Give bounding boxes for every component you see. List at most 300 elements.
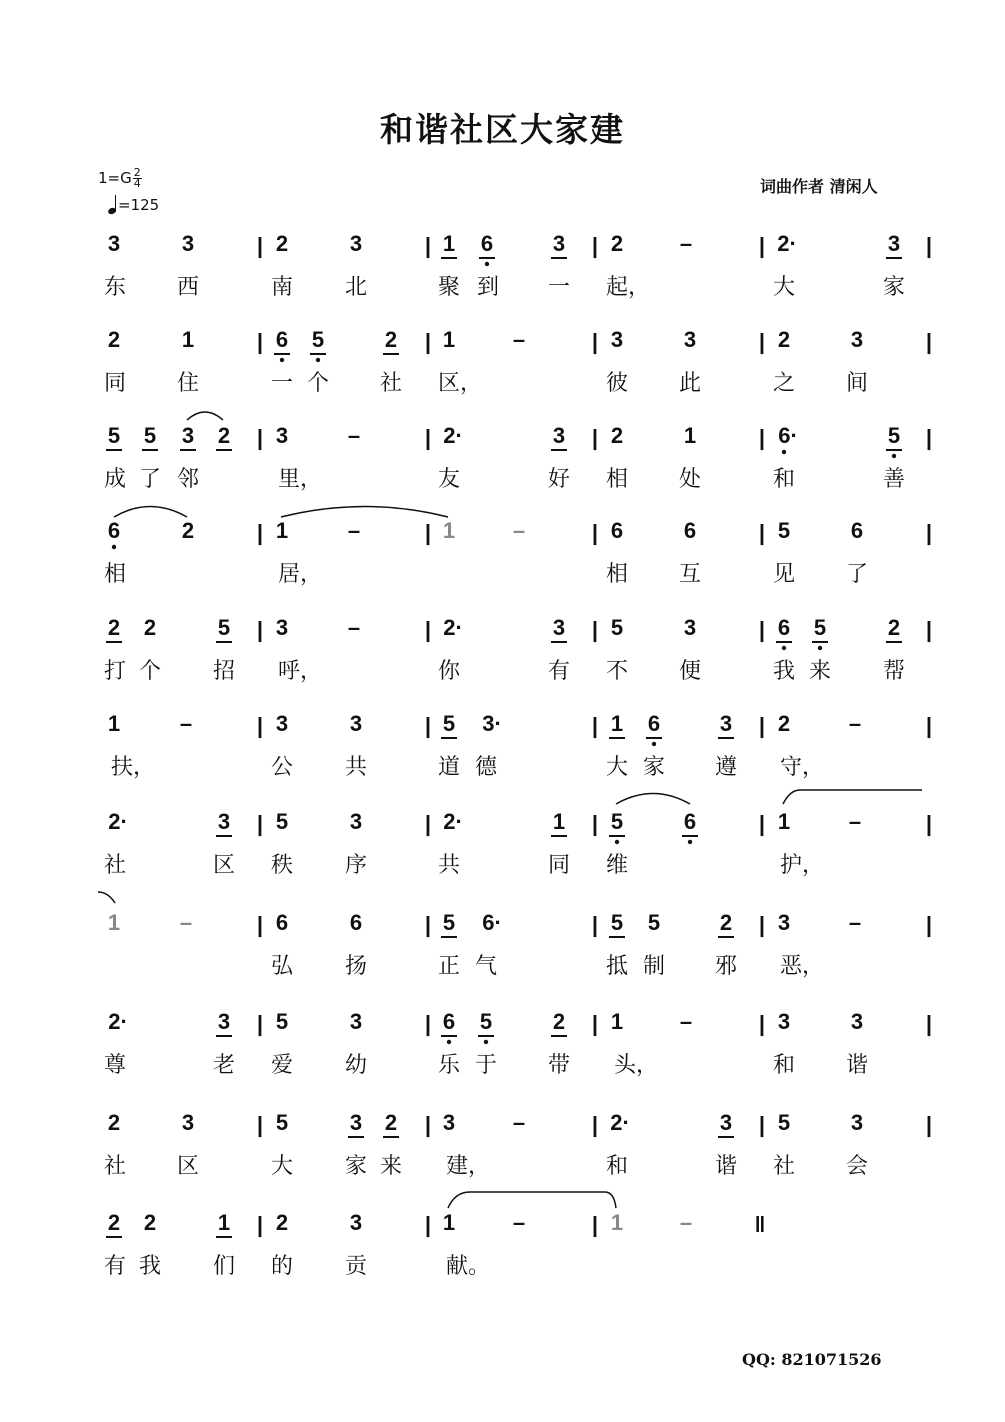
lyric: 尊 (103, 1053, 127, 1078)
time-beats: 2 (133, 166, 141, 179)
note: 6 (275, 326, 289, 352)
note: 3· (482, 710, 502, 736)
barline: | (758, 912, 766, 937)
note: 3 (552, 422, 566, 448)
lyric: 打 (103, 659, 127, 684)
note: 2 (719, 909, 733, 935)
note: 2· (443, 422, 463, 448)
note: 2 (143, 1209, 157, 1235)
lyric: 共 (344, 755, 368, 780)
note: 3 (719, 1109, 733, 1135)
note: 1 (275, 517, 289, 543)
lyric: 不 (605, 659, 629, 684)
lyric: 头， (613, 1053, 659, 1078)
lyric: 家 (642, 755, 666, 780)
lyric: 帮 (882, 659, 906, 684)
tie-mark (114, 507, 187, 518)
note: 2· (610, 1109, 630, 1135)
low-octave-dot (112, 545, 116, 549)
note: 5 (275, 808, 289, 834)
lyric: 互 (678, 562, 702, 587)
note: 3 (887, 230, 901, 256)
note: 3 (349, 230, 363, 256)
key-tonic: 1=G (98, 169, 132, 187)
barline: | (591, 713, 599, 738)
note: 2 (384, 1109, 398, 1135)
lyric: 共 (437, 853, 461, 878)
lyric: 爱 (270, 1053, 294, 1078)
note: 3 (777, 1008, 791, 1034)
barline: | (591, 912, 599, 937)
barline: | (424, 1212, 432, 1237)
lyric: 见 (772, 562, 796, 587)
note: 5 (143, 422, 157, 448)
note: 2 (777, 710, 791, 736)
note: 3 (850, 1109, 864, 1135)
score-line (104, 1009, 932, 1078)
note: 1 (442, 517, 456, 543)
note: 6 (683, 517, 697, 543)
tie-mark (448, 1192, 616, 1208)
barline: | (424, 713, 432, 738)
note: 3 (275, 710, 289, 736)
lyric: 区 (212, 853, 236, 878)
low-octave-dot (280, 358, 284, 362)
note: 5 (777, 517, 791, 543)
note: 3 (275, 614, 289, 640)
lyric: 扬 (344, 954, 368, 979)
note: 3 (683, 326, 697, 352)
note: 5 (107, 422, 121, 448)
lyric: 谐 (714, 1154, 738, 1179)
lyric: 我 (138, 1254, 162, 1279)
barline: | (925, 329, 933, 354)
note: 3 (349, 1209, 363, 1235)
score-line (104, 809, 932, 878)
song-title: 和谐社区大家建 (380, 110, 625, 149)
barline: | (424, 520, 432, 545)
low-octave-dot (688, 840, 692, 844)
lyric: 成 (103, 467, 127, 492)
lyric: 一 (547, 275, 571, 300)
lyric: 秩 (270, 853, 294, 878)
lyric: 乐 (437, 1053, 461, 1078)
dash: – (179, 710, 193, 736)
dash: – (679, 1008, 693, 1034)
note: 1 (442, 326, 456, 352)
note: 6 (850, 517, 864, 543)
barline: | (256, 617, 264, 642)
note: 3 (777, 909, 791, 935)
lyric: 北 (344, 275, 368, 300)
score-line (104, 1110, 932, 1179)
barline: | (256, 1011, 264, 1036)
barline: | (256, 329, 264, 354)
barline: | (925, 1011, 933, 1036)
tie-mark (281, 507, 448, 518)
dash: – (512, 1109, 526, 1135)
barline: | (424, 1011, 432, 1036)
note: 1 (107, 710, 121, 736)
barline: | (256, 912, 264, 937)
low-octave-dot (484, 1040, 488, 1044)
note: 3 (442, 1109, 456, 1135)
note: 2 (107, 1209, 121, 1235)
barline: | (925, 1112, 933, 1137)
barline: | (758, 520, 766, 545)
note: 3 (275, 422, 289, 448)
barline: | (591, 520, 599, 545)
note: 1 (777, 808, 791, 834)
dash: – (347, 422, 361, 448)
barline: | (591, 1011, 599, 1036)
score-line (108, 711, 932, 780)
note: 2 (275, 230, 289, 256)
lyric: 贡 (344, 1254, 368, 1279)
barline: | (758, 1112, 766, 1137)
note: 5 (887, 422, 901, 448)
score-line (104, 327, 932, 396)
dash: – (512, 326, 526, 352)
note: 3 (610, 326, 624, 352)
lyric: 住 (176, 371, 200, 396)
barline: | (256, 1112, 264, 1137)
dash: – (848, 710, 862, 736)
note: 3 (349, 710, 363, 736)
note: 3 (683, 614, 697, 640)
barline: | (591, 425, 599, 450)
note: 5 (647, 909, 661, 935)
note: 5 (813, 614, 827, 640)
note: 2 (777, 326, 791, 352)
barline: | (925, 520, 933, 545)
lyric: 维 (605, 853, 629, 878)
note: 2 (887, 614, 901, 640)
barline: | (424, 912, 432, 937)
lyric: 正 (437, 954, 461, 979)
note: 3 (552, 230, 566, 256)
lyric: 制 (642, 954, 666, 979)
note: 1 (442, 230, 456, 256)
barline: | (758, 811, 766, 836)
lyric: 你 (437, 659, 461, 684)
note: 5 (217, 614, 231, 640)
lyric: 聚 (437, 275, 461, 300)
note: 6 (480, 230, 494, 256)
note: 5 (610, 614, 624, 640)
lyric: 幼 (344, 1053, 368, 1078)
low-octave-dot (782, 450, 786, 454)
lyric: 西 (176, 275, 200, 300)
score-line (104, 231, 932, 300)
dash: – (347, 614, 361, 640)
barline: | (256, 233, 264, 258)
barline: | (256, 520, 264, 545)
lyric: 东 (103, 275, 127, 300)
lyric: 家 (882, 275, 906, 300)
lyric: 家 (344, 1154, 368, 1179)
lyric: 个 (306, 371, 330, 396)
barline: | (758, 1011, 766, 1036)
score-line (104, 1210, 765, 1279)
lyric: 里， (277, 467, 323, 492)
lyric: 呼， (277, 659, 323, 684)
contact-qq: QQ: 821071526 (742, 1350, 882, 1369)
note: 3 (181, 230, 195, 256)
lyric: 友 (437, 467, 461, 492)
note: 3 (850, 1008, 864, 1034)
note: 5 (610, 808, 624, 834)
note: 6· (482, 909, 502, 935)
note: 2 (552, 1008, 566, 1034)
barline: | (591, 329, 599, 354)
lyric: 有 (103, 1254, 127, 1279)
note: 6· (778, 422, 798, 448)
lyric: 社 (379, 371, 403, 396)
lyric: 和 (772, 467, 796, 492)
note: 2 (107, 326, 121, 352)
barline: | (424, 1112, 432, 1137)
note: 2 (107, 614, 121, 640)
note: 3 (850, 326, 864, 352)
note: 3 (107, 230, 121, 256)
lyric: 于 (474, 1053, 498, 1078)
lyric: 德 (474, 755, 498, 780)
score-line (108, 910, 932, 979)
note: 2 (217, 422, 231, 448)
note: 2 (181, 517, 195, 543)
lyric: 间 (845, 371, 869, 396)
lyric: 大 (772, 275, 796, 300)
lyric: 来 (379, 1154, 403, 1179)
lyric: 带 (547, 1053, 571, 1078)
note: 1 (217, 1209, 231, 1235)
lyric: 南 (270, 275, 294, 300)
note: 3 (349, 1109, 363, 1135)
lyric: 弘 (270, 954, 294, 979)
barline: | (591, 811, 599, 836)
barline: | (925, 233, 933, 258)
lyric: 个 (138, 659, 162, 684)
note: 6 (647, 710, 661, 736)
lyric: 和 (772, 1053, 796, 1078)
tie-mark (98, 892, 115, 903)
lyric: 区 (176, 1154, 200, 1179)
note: 1 (181, 326, 195, 352)
barline: | (424, 425, 432, 450)
lyric: 护， (779, 853, 825, 878)
barline: | (758, 617, 766, 642)
note: 6 (349, 909, 363, 935)
lyric: 社 (772, 1154, 796, 1179)
barline: | (256, 713, 264, 738)
note: 2 (107, 1109, 121, 1135)
barline: | (591, 617, 599, 642)
note: 6 (442, 1008, 456, 1034)
lyric: 一 (270, 371, 294, 396)
barline: | (925, 912, 933, 937)
dash: – (848, 909, 862, 935)
low-octave-dot (782, 646, 786, 650)
barline: | (591, 1112, 599, 1137)
note: 5 (442, 710, 456, 736)
lyric: 道 (437, 755, 461, 780)
note: 1 (107, 909, 121, 935)
lyric: 有 (547, 659, 571, 684)
lyric: 处 (678, 467, 702, 492)
note: 6 (610, 517, 624, 543)
lyric: 相 (605, 562, 629, 587)
barline: | (758, 713, 766, 738)
lyric: 和 (605, 1154, 629, 1179)
dash: – (179, 909, 193, 935)
lyric: 好 (547, 467, 571, 492)
lyric: 社 (103, 1154, 127, 1179)
low-octave-dot (316, 358, 320, 362)
barline: | (758, 425, 766, 450)
lyric: 相 (605, 467, 629, 492)
barline: | (925, 713, 933, 738)
note: 6 (777, 614, 791, 640)
barline: | (758, 233, 766, 258)
lyric: 会 (845, 1154, 869, 1179)
lyric: 起， (605, 275, 651, 300)
note: 2· (777, 230, 797, 256)
dash: – (512, 517, 526, 543)
note: 2· (108, 808, 128, 834)
note: 2· (443, 808, 463, 834)
note: 3 (349, 1008, 363, 1034)
lyric: 的 (270, 1254, 294, 1279)
lyric: 建， (445, 1154, 491, 1179)
lyric: 我 (772, 659, 796, 684)
barline: | (925, 425, 933, 450)
barline: | (424, 233, 432, 258)
barline: | (591, 1212, 599, 1237)
note: 1 (610, 1008, 624, 1034)
note: 3 (217, 808, 231, 834)
barline: | (424, 329, 432, 354)
note: 1 (610, 1209, 624, 1235)
note: 2 (384, 326, 398, 352)
note: 3 (552, 614, 566, 640)
lyric: 们 (212, 1254, 236, 1279)
dash: – (679, 230, 693, 256)
lyric: 抵 (605, 954, 629, 979)
note: 2· (108, 1008, 128, 1034)
lyric: 来 (808, 659, 832, 684)
note: 1 (442, 1209, 456, 1235)
note: 5 (442, 909, 456, 935)
lyric: 大 (270, 1154, 294, 1179)
lyric: 到 (476, 275, 500, 300)
tie-mark (616, 794, 690, 805)
final-barline: ‖ (754, 1212, 766, 1237)
note: 5 (311, 326, 325, 352)
tie-mark (783, 790, 922, 804)
lyric: 此 (678, 371, 702, 396)
dash: – (848, 808, 862, 834)
barline: | (758, 329, 766, 354)
lyric: 公 (270, 755, 294, 780)
low-octave-dot (485, 262, 489, 266)
dash: – (679, 1209, 693, 1235)
lyric: 同 (547, 853, 571, 878)
lyric: 区， (437, 371, 483, 396)
lyric: 扶， (110, 755, 156, 780)
note: 2 (143, 614, 157, 640)
score-line (104, 518, 932, 587)
tempo-value: =125 (118, 196, 160, 214)
lyric: 相 (103, 562, 127, 587)
lyric: 同 (103, 371, 127, 396)
barline: | (424, 811, 432, 836)
lyric: 邻 (176, 467, 200, 492)
lyric: 居， (277, 562, 323, 587)
lyric: 气 (474, 954, 498, 979)
low-octave-dot (615, 840, 619, 844)
lyric: 彼 (605, 371, 629, 396)
lyric: 大 (605, 755, 629, 780)
barline: | (591, 233, 599, 258)
note: 6 (107, 517, 121, 543)
barline: | (256, 811, 264, 836)
note: 6 (275, 909, 289, 935)
lyric: 之 (772, 371, 796, 396)
low-octave-dot (892, 454, 896, 458)
lyric: 邪 (714, 954, 738, 979)
note: 3 (349, 808, 363, 834)
lyric: 序 (344, 853, 368, 878)
time-unit: 4 (133, 177, 141, 190)
note: 3 (181, 422, 195, 448)
lyric: 了 (845, 562, 869, 587)
lyric: 守， (779, 755, 825, 780)
lyric: 招 (212, 659, 236, 684)
note: 5 (275, 1008, 289, 1034)
note: 2· (443, 614, 463, 640)
low-octave-dot (447, 1040, 451, 1044)
score-line (104, 615, 932, 684)
note: 1 (552, 808, 566, 834)
lyric: 善 (882, 467, 906, 492)
lyric: 恶， (779, 954, 825, 979)
score-line (104, 423, 932, 492)
lyric: 遵 (714, 755, 738, 780)
composer-credit: 词曲作者 清闲人 (760, 177, 878, 196)
barline: | (925, 811, 933, 836)
note: 2 (275, 1209, 289, 1235)
note: 3 (217, 1008, 231, 1034)
note: 6 (683, 808, 697, 834)
note: 3 (719, 710, 733, 736)
lyric: 社 (103, 853, 127, 878)
note: 2 (610, 422, 624, 448)
lyric: 了 (138, 467, 162, 492)
note: 1 (683, 422, 697, 448)
note: 5 (610, 909, 624, 935)
low-octave-dot (652, 742, 656, 746)
lyric: 谐 (845, 1053, 869, 1078)
note: 5 (777, 1109, 791, 1135)
low-octave-dot (818, 646, 822, 650)
barline: | (256, 425, 264, 450)
note: 5 (479, 1008, 493, 1034)
barline: | (925, 617, 933, 642)
note: 2 (610, 230, 624, 256)
lyric: 献。 (445, 1254, 491, 1279)
note: 5 (275, 1109, 289, 1135)
